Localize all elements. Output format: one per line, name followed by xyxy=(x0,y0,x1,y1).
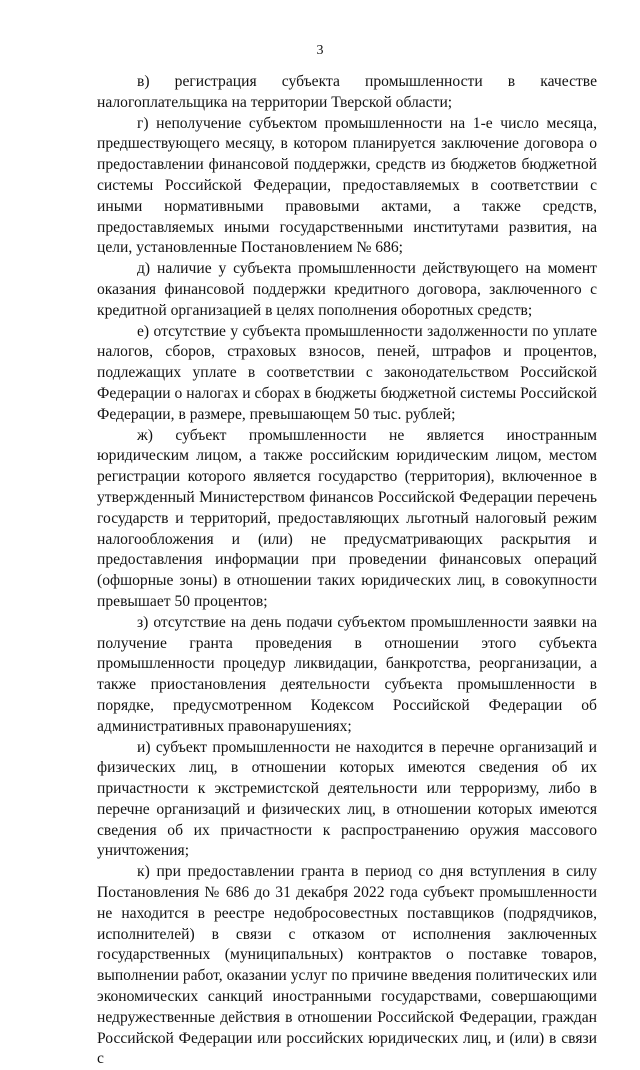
paragraph-g: г) неполучение субъектом промышленности на 1-е число месяца, предшествующего месяцу, в котором планируется заключение договора о предоставлении финансовой поддержки, средств из бюджетов бюджетной системы Российской Федерации, предоставляемых в соответствии с иными нормативными правовыми актами, а также средств, предоставляемых иными государственными институтами развития, на цели, установленные Постановлением № 686; xyxy=(97,114,597,257)
document-body xyxy=(97,72,597,1070)
page-number: 3 xyxy=(316,43,324,58)
paragraph-i: и) субъект промышленности не находится в перечне организаций и физических лиц, в отношении которых имеются сведения об их причастности к экстремистской деятельности или терроризму, либо в перечне организаций и физических лиц, в отношении которых имеются сведения об их причастности к распространению оружия массового уничтожения; xyxy=(97,738,597,860)
paragraph-d: д) наличие у субъекта промышленности действующего на момент оказания финансовой поддержки кредитного договора, заключенного с кредитной организацией в целях пополнения оборотных средств; xyxy=(97,260,597,319)
paragraph-k: к) при предоставлении гранта в период со дня вступления в силу Постановления № 686 до 31 декабря 2022 года субъект промышленности не находится в реестре недобросовестных поставщиков (подрядчиков, исполнителей) в связи с отказом от исполнения заключенных государственных (муниципальных) контрактов о поставке товаров, выполнении работ, оказании услуг по причине введения политических или экономических санкций иностранными государствами, совершающими недружественные действия в отношении Российской Федерации, граждан Российской Федерации или российских юридических лиц, и (или) в связи с xyxy=(97,863,597,1068)
paragraph-z: з) отсутствие на день подачи субъектом промышленности заявки на получение гранта проведения в отношении этого субъекта промышленности процедур ликвидации, банкротства, реорганизации, а также приостановления деятельности субъекта промышленности в порядке, предусмотренном Кодексом Российской Федерации об административных правонарушениях; xyxy=(97,613,597,735)
paragraph-v: в) регистрация субъекта промышленности в качестве налогоплательщика на территории Тверской области; xyxy=(97,73,597,111)
paragraph-zh: ж) субъект промышленности не является иностранным юридическим лицом, а также российским юридическим лицом, местом регистрации которого является государство (территория), включенное в утвержденный Министерством финансов Российской Федерации перечень государств и территорий, предоставляющих льготный налоговый режим налогообложения и (или) не предусматривающих раскрытия и предоставления информации при проведении финансовых операций (офшорные зоны) в отношении таких юридических лиц, в совокупности превышает 50 процентов; xyxy=(97,426,597,610)
paragraph-e: е) отсутствие у субъекта промышленности задолженности по уплате налогов, сборов, страховых взносов, пеней, штрафов и процентов, подлежащих уплате в соответствии с законодательством Российской Федерации о налогах и сборах в бюджеты бюджетной системы Российской Федерации, в размере, превышающем 50 тыс. рублей; xyxy=(97,322,597,423)
